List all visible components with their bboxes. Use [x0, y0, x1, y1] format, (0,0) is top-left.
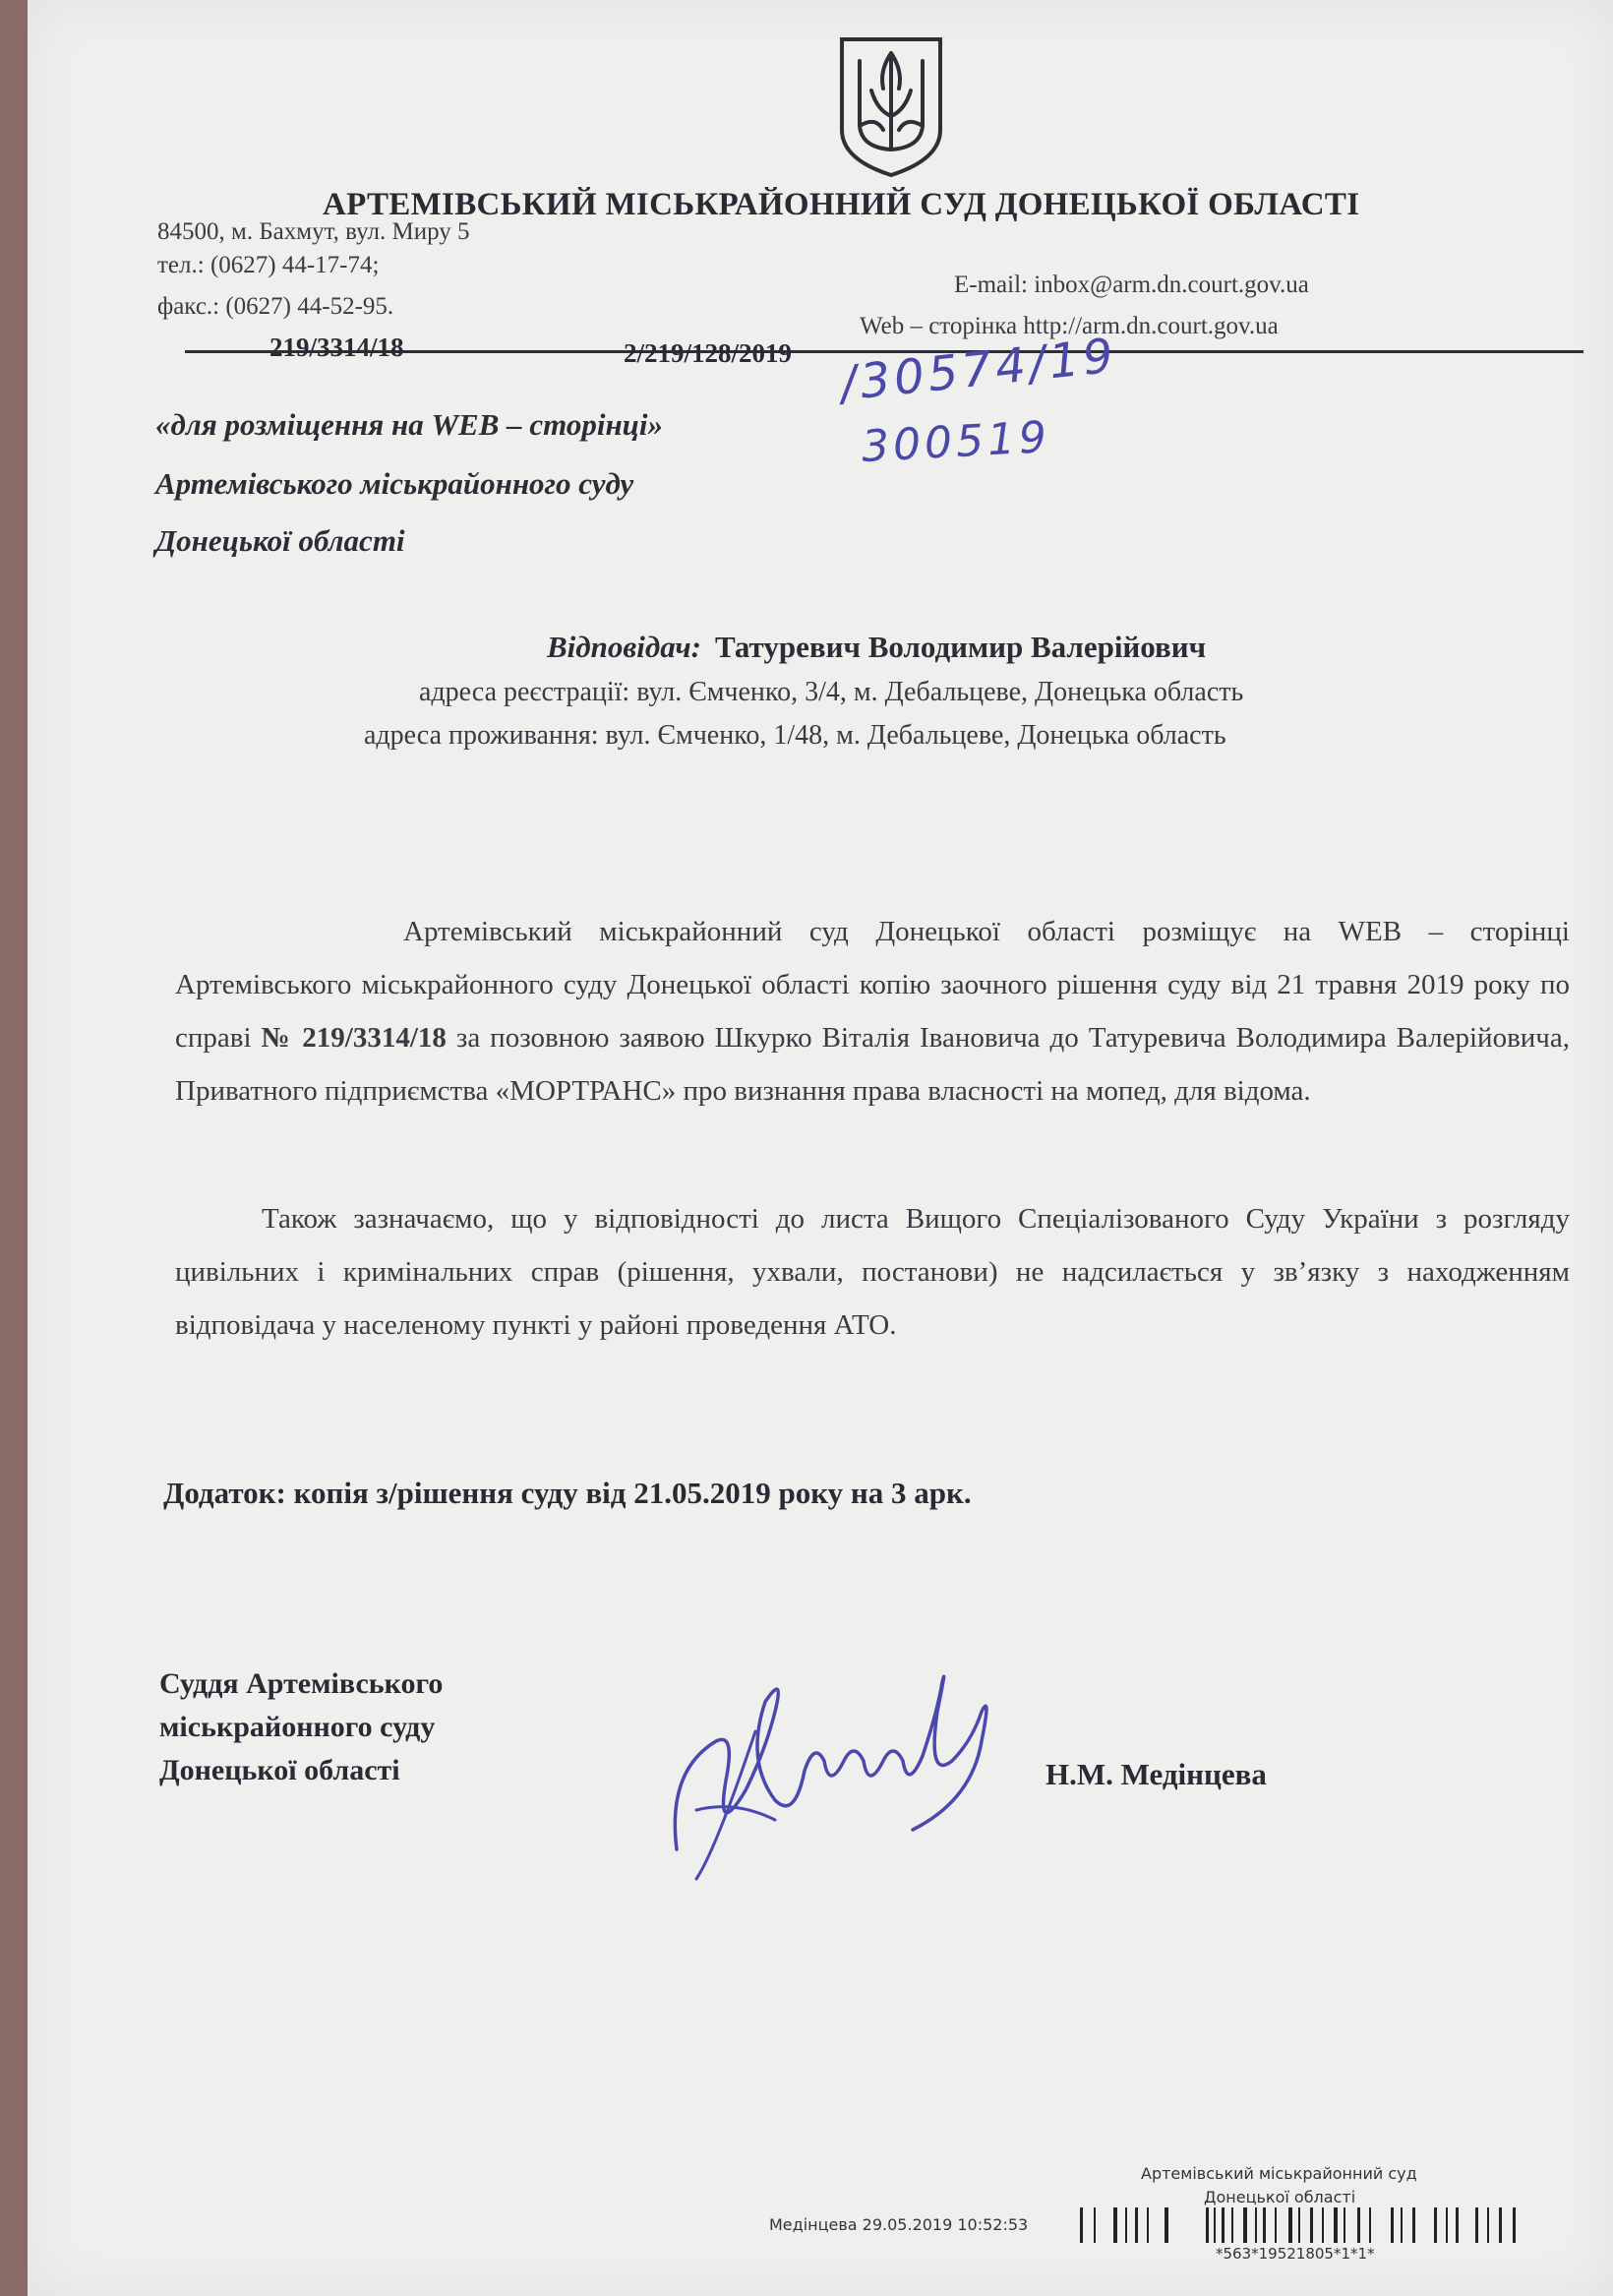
- judge-title-line-1: Суддя Артемівського: [159, 1667, 444, 1700]
- court-fax: факс.: (0627) 44-52-95.: [157, 293, 394, 320]
- recipient-line-3: Донецької області: [155, 523, 405, 558]
- handwritten-date-note: 300519: [860, 412, 1052, 472]
- case-number: 219/3314/18: [269, 332, 404, 362]
- attachment-note: Додаток: копія з/рішення суду від 21.05.2019 року на 3 арк.: [163, 1476, 972, 1510]
- respondent-name: Татуревич Володимир Валерійович: [714, 630, 1207, 664]
- court-website: Web – сторінка http://arm.dn.court.gov.ua: [860, 313, 1279, 339]
- stamp-court-line-2: Донецької області: [1204, 2188, 1356, 2206]
- judge-title: [159, 1662, 443, 1792]
- body-paragraph-2: Також зазначаємо, що у відповідності до листа Вищого Спеціалізованого Суду України з розгляду цивільних і кримінальних справ (рішення, ухвали, постанови) не надсилається у зв’язку з находженням відповідача у населеному пункті у районі проведення АТО.: [175, 1203, 1570, 1341]
- judge-title-line-2: міськрайонного суду: [159, 1711, 436, 1743]
- document-page: [28, 0, 1613, 2296]
- recipient-line-2: Артемівського міськрайонного суду: [155, 466, 634, 501]
- body-paragraph-1: [175, 905, 1570, 1118]
- body-case-number: № 219/3314/18: [261, 1022, 447, 1054]
- recipient-line-1: «для розміщення на WEB – сторінці»: [155, 407, 664, 442]
- stamp-court-line-1: Артемівський міськрайонний суд: [1141, 2164, 1417, 2183]
- stamp-registration-date: Медінцева 29.05.2019 10:52:53: [769, 2215, 1029, 2234]
- handwritten-registration-number: /30574/19: [837, 328, 1120, 412]
- court-phone: тел.: (0627) 44-17-74;: [157, 252, 380, 278]
- body-paragraph-1-text-b: за позовною заявою Шкурко Віталія Івановича до Татуревича Володимира Валерійовича, Приватного підприємства «МОРТРАНС» про визнання права власності на мопед, для відома.: [175, 1022, 1570, 1107]
- respondent-label: Відповідач:: [547, 630, 701, 664]
- judge-name: Н.М. Медінцева: [1045, 1757, 1267, 1791]
- handwritten-signature: [657, 1653, 1031, 1889]
- court-name: АРТЕМІВСЬКИЙ МІСЬКРАЙОННИЙ СУД ДОНЕЦЬКОЇ ОБЛАСТІ: [323, 187, 1360, 222]
- respondent-heading: [547, 630, 1206, 665]
- body-paragraph-1-text-a: Артемівський міськрайонний суд Донецької області розміщує на WEB – сторінці Артемівського міськрайонного суду Донецької області копію заочного рішення суду від 21 травня 2019 року по справі: [175, 916, 1570, 1054]
- court-email: E-mail: inbox@arm.dn.court.gov.ua: [954, 272, 1309, 298]
- registration-address: адреса реєстрації: вул. Ємченко, 3/4, м. Дебальцеве, Донецька область: [419, 677, 1244, 707]
- barcode-text: *563*19521805*1*1*: [1216, 2245, 1375, 2263]
- outgoing-number: 2/219/128/2019: [624, 338, 793, 368]
- trident-icon: [832, 31, 950, 179]
- court-address: 84500, м. Бахмут, вул. Миру 5: [157, 218, 470, 245]
- residence-address: адреса проживання: вул. Ємченко, 1/48, м. Дебальцеве, Донецька область: [364, 720, 1226, 751]
- judge-title-line-3: Донецької області: [159, 1754, 400, 1786]
